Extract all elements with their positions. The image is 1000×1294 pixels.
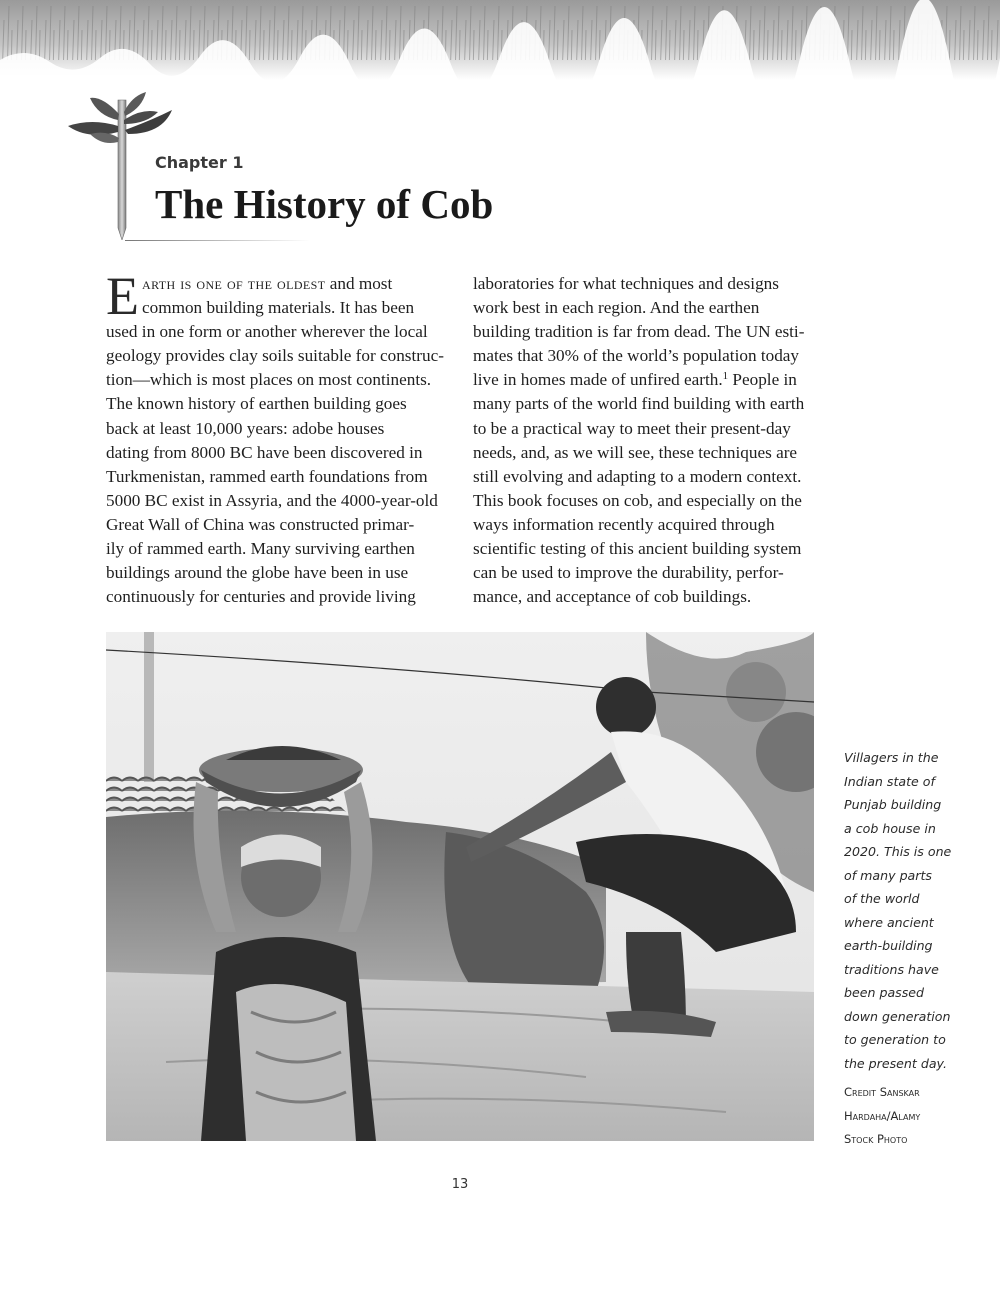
caption-line: Punjab building xyxy=(844,797,942,812)
chapter-label: Chapter 1 xyxy=(155,153,244,172)
body-line: work best in each region. And the earthen xyxy=(473,298,760,318)
body-line: ways information recently acquired through xyxy=(473,514,775,534)
caption-line: earth-building xyxy=(844,938,933,953)
body-line: back at least 10,000 years: adobe houses xyxy=(106,418,385,438)
body-line xyxy=(473,368,823,392)
body-line: continuously for centuries and provide living xyxy=(106,587,416,607)
footnote-marker[interactable]: 1 xyxy=(722,370,729,383)
caption-line: where ancient xyxy=(844,914,934,930)
credit-line: Credit Sanskar xyxy=(844,1085,920,1099)
body-line-text: People in xyxy=(728,370,797,390)
caption-line: 2020. This is one xyxy=(844,844,952,859)
caption-line: of many parts xyxy=(844,867,932,883)
body-line: mance, and acceptance of cob buildings. xyxy=(473,587,752,607)
villagers-building-cob-photo xyxy=(106,632,814,1141)
body-line: 5000 BC exist in Assyria, and the 4000-year-old xyxy=(106,490,438,510)
body-line: tion—which is most places on most continents. xyxy=(106,370,432,390)
body-line: to be a practical way to meet their present-day xyxy=(473,418,791,438)
caption-line: traditions have xyxy=(844,961,939,977)
body-line: Turkmenistan, rammed earth foundations from xyxy=(106,466,428,486)
caption-line: a cob house in xyxy=(844,820,936,836)
body-line: buildings around the globe have been in use xyxy=(106,563,409,583)
body-line: building tradition is far from dead. The UN esti- xyxy=(473,322,805,342)
drop-cap: E xyxy=(106,266,139,326)
body-line: common building materials. It has been xyxy=(142,298,415,318)
photo-caption xyxy=(844,746,964,1075)
photo-credit xyxy=(844,1081,964,1152)
lead-in-smallcaps: arth is one of the oldest xyxy=(142,274,326,293)
caption-line: been passed xyxy=(844,985,925,1000)
body-line: This book focuses on cob, and especially on the xyxy=(473,490,802,510)
caption-line: Villagers in the xyxy=(844,750,939,765)
body-line: needs, and, as we will see, these techniques are xyxy=(473,442,798,462)
body-text-right-column xyxy=(473,272,823,609)
caption-line: the present day. xyxy=(844,1055,948,1071)
page-number: 13 xyxy=(451,1177,469,1192)
body-line: still evolving and adapting to a modern context. xyxy=(473,466,802,486)
credit-line: Stock Photo xyxy=(844,1132,908,1146)
body-line: laboratories for what techniques and designs xyxy=(473,274,779,293)
body-line-text: and most xyxy=(325,274,393,293)
caption-line: of the world xyxy=(844,891,920,906)
body-line: The known history of earthen building goes xyxy=(106,394,407,414)
body-line: Great Wall of China was constructed primar- xyxy=(106,514,415,534)
body-line-text: live in homes made of unfired earth. xyxy=(473,370,723,390)
title-underline-rule xyxy=(125,240,310,241)
body-text-left-column xyxy=(106,266,456,609)
body-line: can be used to improve the durability, perfor- xyxy=(473,563,784,583)
caption-line: Indian state of xyxy=(844,773,935,789)
body-line: geology provides clay soils suitable for construc- xyxy=(106,346,444,366)
body-line: dating from 8000 BC have been discovered in xyxy=(106,442,423,462)
chapter-title: The History of Cob xyxy=(155,181,494,227)
body-line: scientific testing of this ancient building system xyxy=(473,539,802,559)
body-line: mates that 30% of the world’s population today xyxy=(473,346,800,366)
body-line: many parts of the world find building with earth xyxy=(473,394,805,414)
caption-line: to generation to xyxy=(844,1032,946,1047)
body-line xyxy=(106,272,456,296)
credit-line: Hardaha/Alamy xyxy=(844,1108,921,1123)
caption-line: down generation xyxy=(844,1008,951,1024)
grass-header-image xyxy=(0,0,1000,80)
body-line: ily of rammed earth. Many surviving earthen xyxy=(106,539,415,559)
body-line: used in one form or another wherever the local xyxy=(106,322,428,342)
